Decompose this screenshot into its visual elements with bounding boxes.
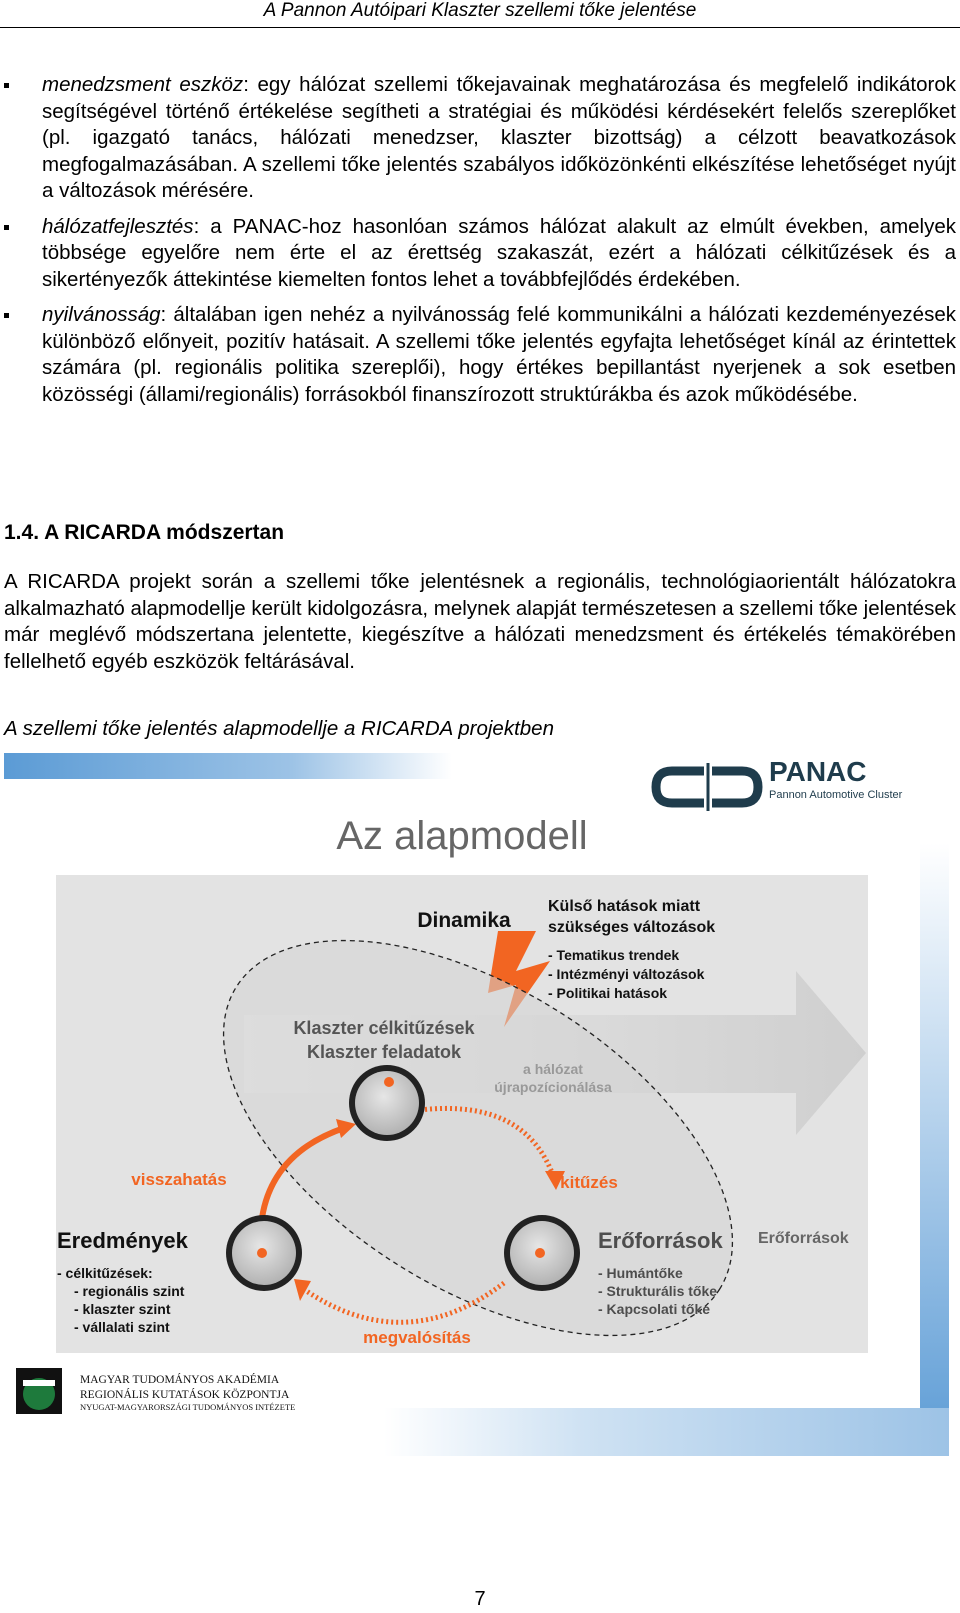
model-figure xyxy=(4,753,949,1456)
body-paragraph: A RICARDA projekt során a szellemi tőke jelentésnek a regionális, technológiaorientált hálózatokra alkalmazható alapmodellje került kidolgozásra, melynek alapját természetesen a szellemi tőke jelentések már meglévő módszertana jelentette, kiegészítve a hálózati menedzsment és értékelés témakörében fellelhető egyéb eszközök feltárásával. xyxy=(4,570,956,673)
results-item: - klaszter szint xyxy=(74,1301,171,1317)
bullet-paragraph xyxy=(42,214,956,294)
bullet-term: menedzsment eszköz xyxy=(42,73,244,96)
bullet-body: : egy hálózat szellemi tőkejavainak meghatározása és megfelelő indikátorok segítségével történő értékelése segítheti a stratégiai és működési kérdésekért felelős szereplőket (pl. igazgató tanács, hálózati menedzser, klaszter bizottság) a célzott beavatkozások megfogalmazásában. A szellemi tőke jelentés szabályos időközönkénti elkészítése lehetőséget nyújt a változások mérésére. xyxy=(42,73,956,202)
feedback-label: visszahatás xyxy=(131,1170,227,1189)
institute-line: NYUGAT-MAGYARORSZÁGI TUDOMÁNYOS INTÉZETE xyxy=(80,1402,296,1412)
bullet-paragraph xyxy=(42,302,956,408)
external-title-line1: Külső hatások miatt xyxy=(548,898,701,915)
institute-logo xyxy=(16,1368,295,1414)
bullet-paragraph xyxy=(42,72,956,205)
resources-orb xyxy=(504,1215,580,1291)
bullet-term: nyilvánosság xyxy=(42,303,161,326)
resources-side-label: Erőforrások xyxy=(758,1230,849,1247)
bullet-body: : általában igen nehéz a nyilvánosság felé kommunikálni a hálózati kezdeményezések különböző előnyeit, pozitív hatásait. A szellemi tőke jelentés egyfajta lehetőséget kínál az érintettek számára (pl. regionális politika szereplői), hogy értékes bepillantást nyerjenek a sok esetben közösségi (állami/regionális) forrásokból finanszírozott struktúrákba és azok működésébe. xyxy=(42,303,956,406)
running-header: A Pannon Autóipari Klaszter szellemi tőke jelentése xyxy=(0,0,960,28)
results-orb xyxy=(226,1215,302,1291)
institute-emblem-icon xyxy=(16,1368,62,1414)
results-item: - vállalati szint xyxy=(74,1319,170,1335)
panac-logo-subtitle: Pannon Automotive Cluster xyxy=(769,789,903,801)
bottom-color-band xyxy=(384,1408,949,1456)
model-diagram xyxy=(4,753,949,1456)
repositioning-line2: újrapozícionálása xyxy=(494,1079,612,1095)
repositioning-line1: a hálózat xyxy=(523,1061,583,1077)
external-item: - Politikai hatások xyxy=(548,985,668,1001)
goals-line1: Klaszter célkitűzések xyxy=(293,1018,475,1038)
panac-logo-brand: PANAC xyxy=(769,756,867,787)
bullet-item xyxy=(4,302,956,408)
orange-dot-icon xyxy=(257,1248,267,1258)
resources-item: - Strukturális tőke xyxy=(598,1283,718,1299)
results-item: - célkitűzések: xyxy=(57,1265,153,1281)
orange-dot-icon xyxy=(384,1077,394,1087)
bullet-item xyxy=(4,214,956,294)
external-item: - Tematikus trendek xyxy=(548,947,680,963)
figure-caption: A szellemi tőke jelentés alapmodellje a RICARDA projektben xyxy=(4,717,554,740)
bullet-list xyxy=(4,72,956,417)
resources-item: - Kapcsolati tőke xyxy=(598,1301,711,1317)
external-title-line2: szükséges változások xyxy=(548,919,716,936)
top-color-band xyxy=(4,753,644,779)
side-color-band xyxy=(920,843,949,1456)
results-item: - regionális szint xyxy=(74,1283,185,1299)
bullet-square-icon xyxy=(4,225,9,230)
bullet-square-icon xyxy=(4,83,9,88)
orange-dot-icon xyxy=(535,1248,545,1258)
page-number: 7 xyxy=(474,1588,486,1610)
bullet-body: : a PANAC-hoz hasonlóan számos hálózat alakult az elmúlt években, amelyek többsége egyelőre nem érte el az érettség szakaszát, ezért a hálózati célkitűzések és a sikertényezők áttekintése kiemelten fontos lehet a továbbfejlődés érdekében. xyxy=(42,214,956,291)
external-item: - Intézményi változások xyxy=(548,966,705,982)
goals-orb xyxy=(349,1065,425,1141)
goals-line2: Klaszter feladatok xyxy=(306,1042,462,1062)
bullet-term: hálózatfejlesztés xyxy=(42,214,194,238)
implementation-label: megvalósítás xyxy=(363,1328,471,1347)
institute-line: REGIONÁLIS KUTATÁSOK KÖZPONTJA xyxy=(80,1389,290,1401)
results-title: Eredmények xyxy=(57,1228,188,1253)
section-heading: 1.4. A RICARDA módszertan xyxy=(4,521,285,544)
slide-title: Az alapmodell xyxy=(336,814,588,858)
panac-logo xyxy=(656,756,903,811)
bullet-square-icon xyxy=(4,313,9,318)
dinamika-label: Dinamika xyxy=(417,909,511,932)
setting-label: kitűzés xyxy=(560,1173,618,1192)
bullet-item xyxy=(4,72,956,205)
panac-emblem-icon xyxy=(656,763,758,811)
resources-title: Erőforrások xyxy=(598,1228,723,1253)
resources-item: - Humántőke xyxy=(598,1265,683,1281)
institute-line: MAGYAR TUDOMÁNYOS AKADÉMIA xyxy=(80,1374,280,1386)
